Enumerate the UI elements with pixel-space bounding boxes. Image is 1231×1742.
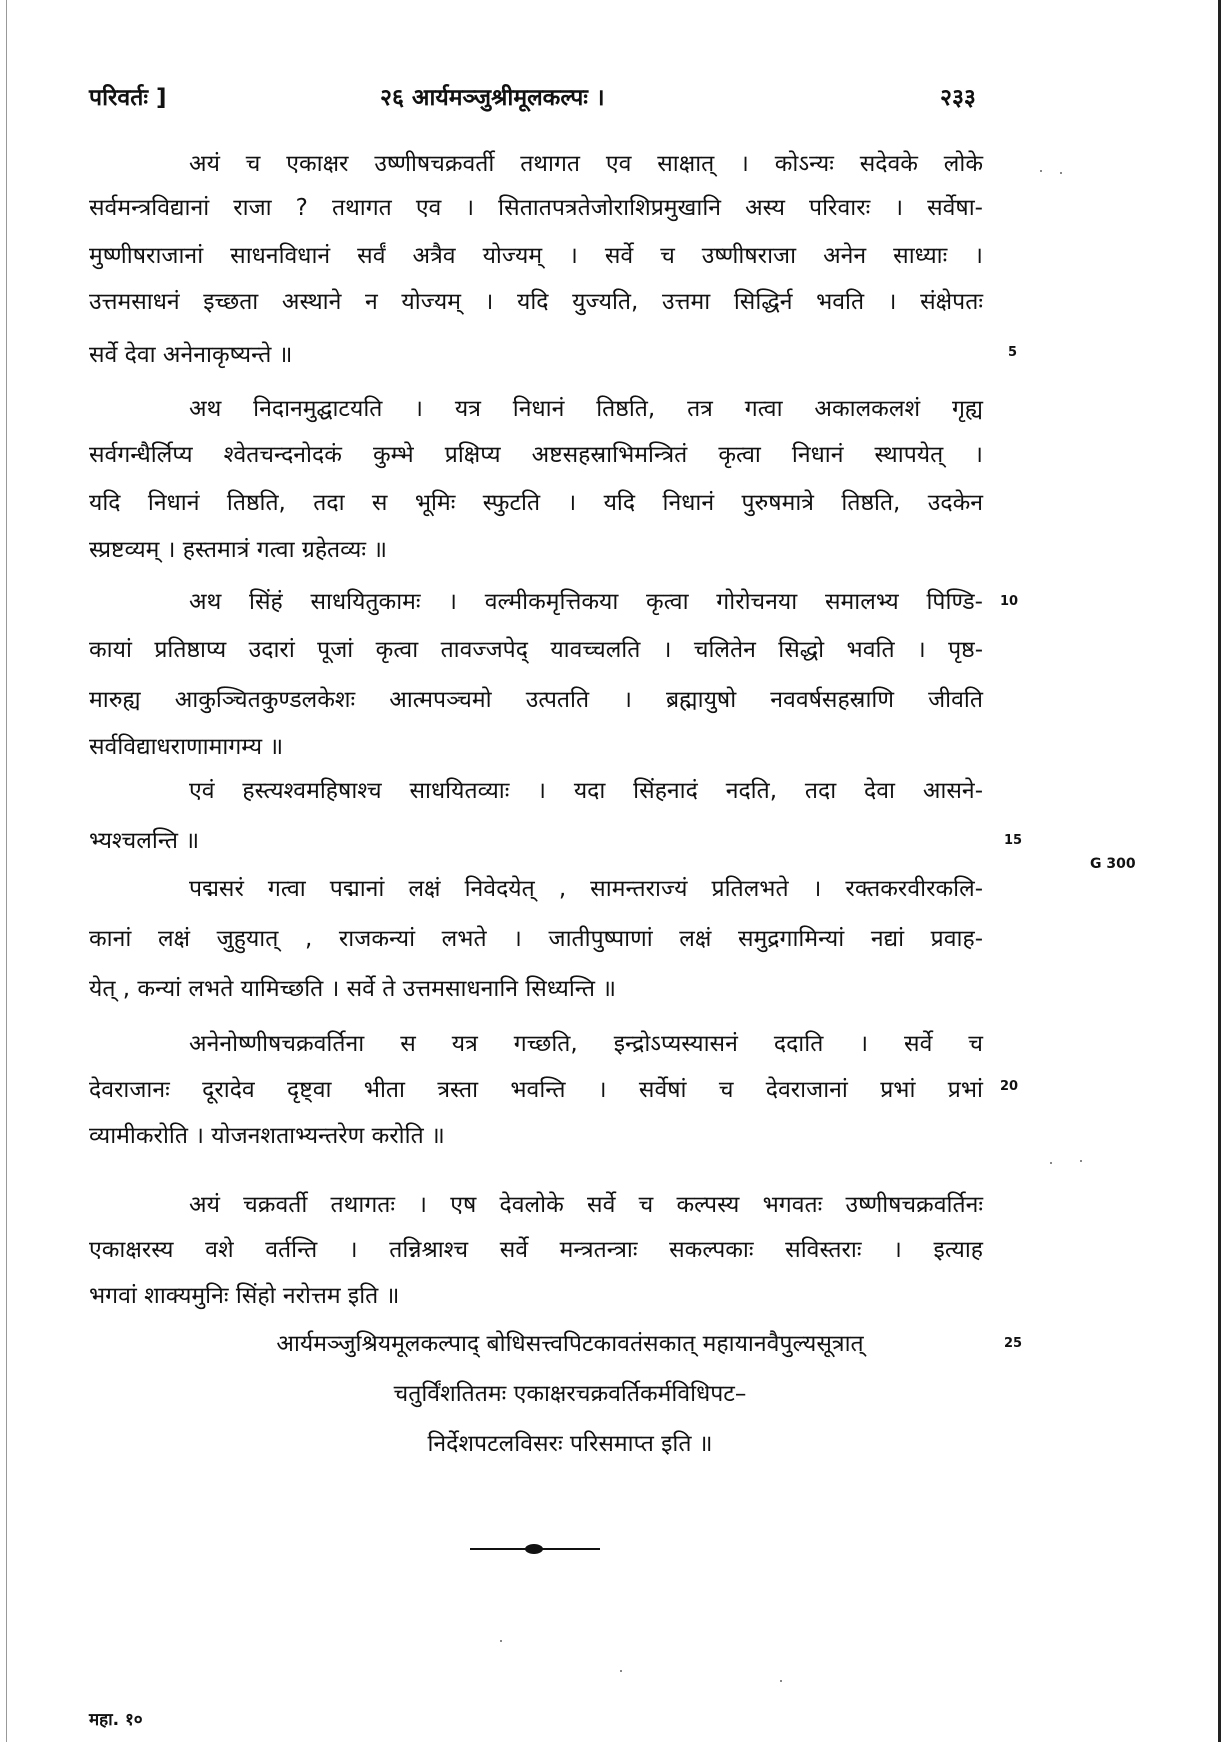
text-line: देवराजानः दूरादेव दृष्ट्वा भीता त्रस्ता भवन्ति । सर्वेषां च देवराजानां प्रभां प्रभां	[89, 1077, 983, 1103]
end-ornament	[470, 1548, 600, 1550]
line-number-5: 5	[1008, 345, 1018, 360]
line-number-20: 20	[1000, 1079, 1019, 1094]
text-line: सर्वे देवा अनेनाकृष्यन्ते ॥	[89, 342, 293, 368]
text-line: अथ सिंहं साधयितुकामः । वल्मीकमृत्तिकया कृत्वा गोरोचनया समालभ्य पिण्डि-	[189, 589, 983, 615]
running-head-left: परिवर्तः ]	[89, 85, 167, 111]
text-line: भ्यश्चलन्ति ॥	[89, 828, 200, 854]
text-line: अयं चक्रवर्ती तथागतः । एष देवलोके सर्वे च कल्पस्य भगवतः उष्णीषचक्रवर्तिनः	[189, 1192, 983, 1218]
running-title: २६ आर्यमञ्जुश्रीमूलकल्पः ।	[380, 85, 605, 111]
left-page-edge	[6, 0, 7, 1742]
text-line: अयं च एकाक्षर उष्णीषचक्रवर्ती तथागत एव साक्षात् । कोऽन्यः सदेवके लोके	[189, 151, 983, 177]
text-line: भगवां शाक्यमुनिः सिंहो नरोत्तम इति ॥	[89, 1283, 400, 1309]
line-number-15: 15	[1004, 833, 1023, 848]
text-line: कानां लक्षं जुहुयात् , राजकन्यां लभते । जातीपुष्पाणां लक्षं समुद्रगामिन्यां नद्यां प्रवाह-	[89, 926, 983, 952]
colophon-line: आर्यमञ्जुश्रियमूलकल्पाद् बोधिसत्त्वपिटकावतंसकात् महायानवैपुल्यसूत्रात्	[276, 1331, 864, 1357]
text-line: मारुह्य आकुञ्चितकुण्डलकेशः आत्मपञ्चमो उत्पतति । ब्रह्मायुषो नववर्षसहस्राणि जीवति	[89, 687, 983, 713]
text-line: सर्वगन्धैर्लिप्य श्वेतचन्दनोदकं कुम्भे प्रक्षिप्य अष्टसहस्राभिमन्त्रितं कृत्वा निधानं स्थापयेत् ।	[89, 442, 983, 468]
text-line: स्प्रष्टव्यम् । हस्तमात्रं गत्वा ग्रहेतव्यः ॥	[89, 537, 388, 563]
colophon-line: निर्देशपटलविसरः परिसमाप्त इति ॥	[427, 1431, 713, 1457]
page-number: २३३	[940, 85, 976, 111]
line-number-10: 10	[1000, 594, 1019, 609]
text-line: व्यामीकरोति । योजनशताभ्यन्तरेण करोति ॥	[89, 1123, 445, 1149]
text-line: कायां प्रतिष्ठाप्य उदारां पूजां कृत्वा तावज्जपेद् यावच्चलति । चलितेन सिद्धो भवति । पृष्ठ-	[89, 637, 983, 663]
text-line: अनेनोष्णीषचक्रवर्तिना स यत्र गच्छति, इन्द्रोऽप्यस्यासनं ददाति । सर्वे च	[189, 1031, 983, 1057]
margin-note: G 300	[1090, 856, 1136, 872]
text-line: सर्वमन्त्रविद्यानां राजा ? तथागत एव । सितातपत्रतेजोराशिप्रमुखानि अस्य परिवारः । सर्वेषा-	[89, 195, 983, 221]
footer-signature: महा. १०	[89, 1710, 143, 1730]
text-line: सर्वविद्याधराणामागम्य ॥	[89, 734, 284, 760]
text-line: एवं हस्त्यश्वमहिषाश्च साधयितव्याः । यदा सिंहनादं नदति, तदा देवा आसने-	[189, 778, 983, 804]
text-line: अथ निदानमुद्घाटयति । यत्र निधानं तिष्ठति, तत्र गत्वा अकालकलशं गृह्य	[189, 396, 983, 422]
colophon-line: चतुर्विंशतितमः एकाक्षरचक्रवर्तिकर्मविधिपट–	[393, 1381, 747, 1407]
text-line: पद्मसरं गत्वा पद्मानां लक्षं निवेदयेत् , सामन्तराज्यं प्रतिलभते । रक्तकरवीरकलि-	[189, 876, 983, 902]
text-line: येत् , कन्यां लभते यामिच्छति । सर्वे ते उत्तमसाधनानि सिध्यन्ति ॥	[89, 976, 617, 1002]
text-line: उत्तमसाधनं इच्छता अस्थाने न योज्यम् । यदि युज्यति, उत्तमा सिद्धिर्न भवति । संक्षेपतः	[89, 289, 983, 315]
line-number-25: 25	[1004, 1336, 1023, 1351]
text-line: यदि निधानं तिष्ठति, तदा स भूमिः स्फुटति । यदि निधानं पुरुषमात्रे तिष्ठति, उदकेन	[89, 490, 983, 516]
text-line: मुष्णीषराजानां साधनविधानं सर्वं अत्रैव योज्यम् । सर्वे च उष्णीषराजा अनेन साध्याः ।	[89, 243, 983, 269]
text-line: एकाक्षरस्य वशे वर्तन्ति । तन्निश्राश्च सर्वे मन्त्रतन्त्राः सकल्पकाः सविस्तराः । इत्याह	[89, 1237, 983, 1263]
right-page-edge	[1218, 0, 1221, 1742]
